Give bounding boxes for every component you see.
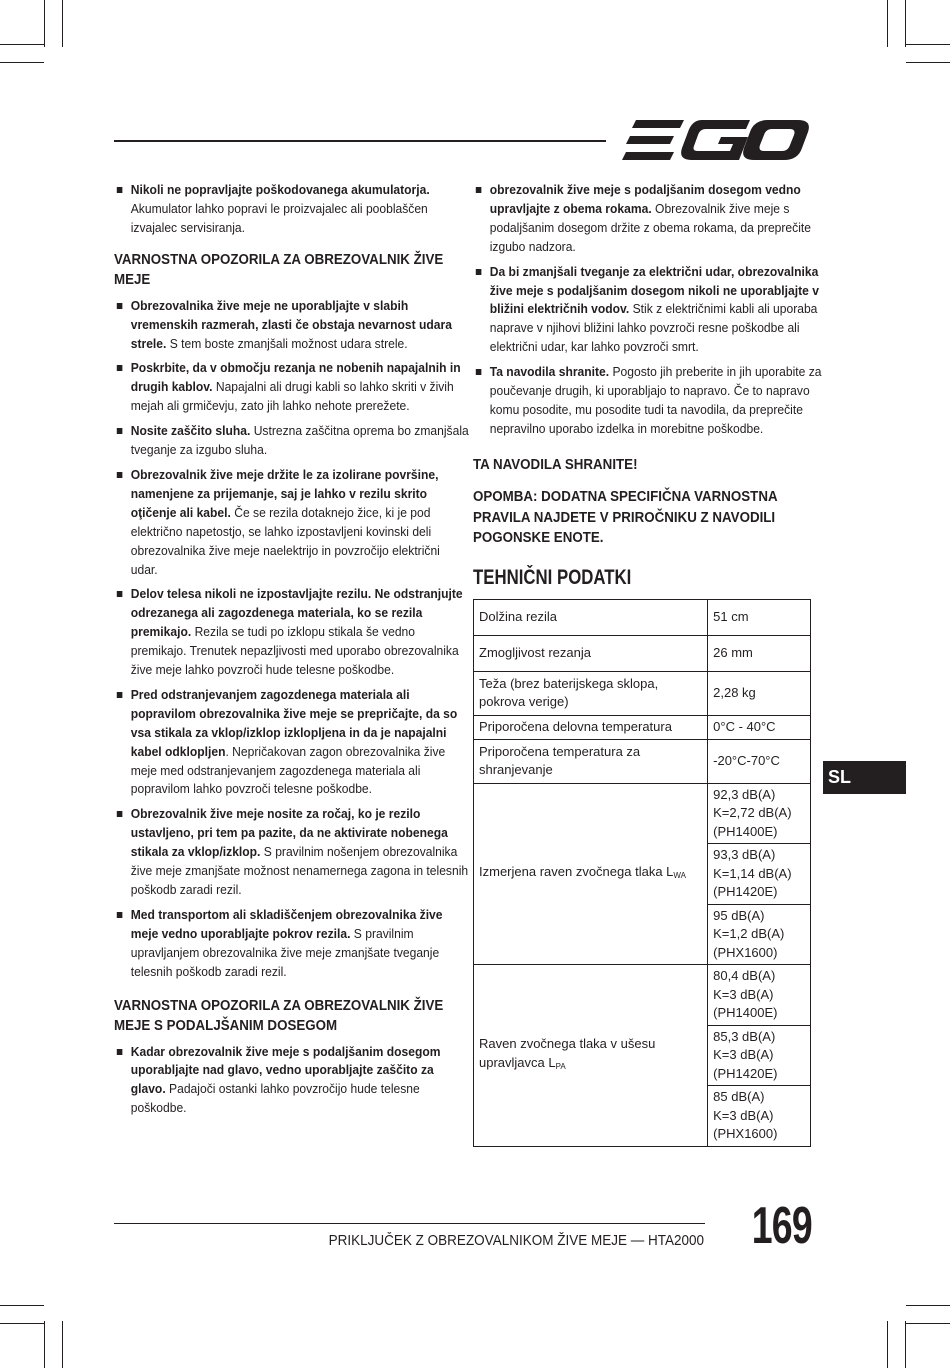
crop-mark: [0, 44, 44, 45]
bullet-item: Da bi zmanjšali tveganje za električni udar, obrezovalnika žive meje s podaljšanim dosegom nikoli ne uporabljajte v bližini električnih vodov. Stik z električnimi kabli ali uporaba naprave v njihovi bližini lahko povzroči resne poškodbe ali električni udar, kar lahko povzroči smrt.: [473, 263, 828, 358]
crop-mark: [44, 0, 45, 47]
bullet-item: Nikoli ne popravljajte poškodovanega akumulatorja. Akumulator lahko popravi le proizvajalec ali pooblaščen izvajalec servisiranja.: [114, 181, 469, 238]
bullet-item: obrezovalnik žive meje s podaljšanim dosegom vedno upravljajte z obema rokama. Obrezovalnik žive meje s podaljšanim dosegom držite z obema rokama, da preprečite izgubo nadzora.: [473, 181, 828, 257]
bullet-item: Kadar obrezovalnik žive meje s podaljšanim dosegom uporabljajte nad glavo, vedno uporabljajte zaščito za glavo. Padajoči ostanki lahko povzročijo hude telesne poškodbe.: [114, 1043, 469, 1119]
tech-specs-table: [473, 599, 811, 1147]
spec-value: 85 dB(A) K=3 dB(A) (PHX1600): [708, 1086, 811, 1147]
spec-label: Zmogljivost rezanja: [474, 635, 708, 671]
bullet-item: Pred odstranjevanjem zagozdenega materiala ali popravilom obrezovalnika žive meje se prepričajte, da so vsa stikala za vklop/izklop izklopljena in da je napajalni kabel odklopljen. Nepričakovan zagon obrezovalnika žive meje med odstranjevanjem zagozdenega materiala ali popravilom lahko povzroči telesne poškodbe.: [114, 686, 469, 799]
bullet-item: Poskrbite, da v območju rezanja ne nobenih napajalnih in drugih kablov. Napajalni ali drugi kabli so lahko skriti v živih mejah ali grmičevju, zato jih lahko nehote prerežete.: [114, 359, 469, 416]
crop-mark: [905, 0, 906, 47]
crop-mark: [906, 1323, 950, 1324]
bullet-square-icon: [117, 591, 123, 597]
spec-value: 93,3 dB(A) K=1,14 dB(A) (PH1420E): [708, 844, 811, 905]
bullet-square-icon: [117, 1049, 123, 1055]
table-row: [474, 965, 811, 1026]
crop-mark: [905, 1321, 906, 1368]
language-tab: SL: [823, 761, 906, 794]
ego-logo: [622, 118, 810, 162]
bullet-square-icon: [117, 912, 123, 918]
table-row: [474, 715, 811, 739]
crop-mark: [906, 62, 950, 63]
header-rule: [114, 140, 606, 142]
table-row: [474, 599, 811, 635]
bullet-square-icon: [117, 303, 123, 309]
spec-label: Priporočena delovna temperatura: [474, 715, 708, 739]
bullet-square-icon: [117, 472, 123, 478]
bullet-item: Obrezovalnik žive meje držite le za izolirane površine, namenjene za prijemanje, saj je lahko v rezilu skrito oţičenje ali kabel. Če se rezila dotaknejo žice, ki je pod električno napetostjo, se lahko izpostavljeni kovinski deli obrezovalnika žive meje naelektrijo in povzročijo električni udar.: [114, 466, 469, 579]
spec-label: Teža (brez baterijskega sklopa, pokrova verige): [474, 671, 708, 715]
spec-value: 92,3 dB(A) K=2,72 dB(A) (PH1400E): [708, 783, 811, 844]
spec-label: Dolžina rezila: [474, 599, 708, 635]
spec-value: 95 dB(A) K=1,2 dB(A) (PHX1600): [708, 904, 811, 965]
spec-value: 2,28 kg: [708, 671, 811, 715]
crop-mark: [887, 0, 888, 47]
footer-title: PRIKLJUČEK Z OBREZOVALNIKOM ŽIVE MEJE — HTA2000: [328, 1232, 704, 1249]
spec-value: -20°C-70°C: [708, 739, 811, 783]
spec-value: 26 mm: [708, 635, 811, 671]
bullet-square-icon: [117, 187, 123, 193]
spec-value: 80,4 dB(A) K=3 dB(A) (PH1400E): [708, 965, 811, 1026]
table-row: [474, 635, 811, 671]
page-number: 169: [751, 1197, 812, 1255]
crop-mark: [0, 1323, 44, 1324]
section-heading: VARNOSTNA OPOZORILA ZA OBREZOVALNIK ŽIVE MEJE: [114, 251, 444, 289]
bullet-item: Delov telesa nikoli ne izpostavljajte rezilu. Ne odstranjujte odrezanega ali zagozdenega materiala, ko se rezila premikajo. Rezila se tudi po izklopu stikala še vedno premikajo. Trenutek nepazljivosti med uporabo obrezovalnika žive meje lahko povzroči hude telesne poškodbe.: [114, 585, 469, 680]
bullet-square-icon: [117, 811, 123, 817]
left-column: [114, 181, 469, 1124]
bullet-item: Med transportom ali skladiščenjem obrezovalnika žive meje vedno uporabljajte pokrov rezila. S pravilnim upravljanjem obrezovalnika žive meje zmanjšate tveganje telesnih poškodb zaradi rezil.: [114, 906, 469, 982]
right-column: [473, 181, 822, 1147]
bullet-square-icon: [117, 365, 123, 371]
bullet-square-icon: [476, 369, 482, 375]
spec-value: 51 cm: [708, 599, 811, 635]
bullet-square-icon: [476, 269, 482, 275]
section-heading: VARNOSTNA OPOZORILA ZA OBREZOVALNIK ŽIVE MEJE S PODALJŠANIM DOSEGOM: [114, 997, 444, 1035]
spec-value: 85,3 dB(A) K=3 dB(A) (PH1420E): [708, 1025, 811, 1086]
bullet-square-icon: [476, 187, 482, 193]
crop-mark: [906, 1305, 950, 1306]
crop-mark: [906, 44, 950, 45]
spec-label: Priporočena temperatura za shranjevanje: [474, 739, 708, 783]
footer-rule: [114, 1223, 705, 1224]
spec-label: Izmerjena raven zvočnega tlaka $L_{WA}$: [474, 783, 708, 965]
crop-mark: [62, 1321, 63, 1368]
spec-value: 0°C - 40°C: [708, 715, 811, 739]
table-row: [474, 783, 811, 844]
table-row: [474, 671, 811, 715]
bullet-item: Nosite zaščito sluha. Ustrezna zaščitna oprema bo zmanjšala tveganje za izgubo sluha.: [114, 422, 469, 460]
spec-label: Raven zvočnega tlaka v ušesu upravljavca $L_{PA}$: [474, 965, 708, 1147]
bullet-square-icon: [117, 428, 123, 434]
crop-mark: [62, 0, 63, 47]
bullet-item: Obrezovalnika žive meje ne uporabljajte v slabih vremenskih razmerah, zlasti če obstaja nevarnost udara strele. S tem boste zmanjšali možnost udara strele.: [114, 297, 469, 354]
crop-mark: [44, 1321, 45, 1368]
bullet-item: Obrezovalnik žive meje nosite za ročaj, ko je rezilo ustavljeno, pri tem pa pazite, da ne aktivirate nobenega stikala za vklop/izklop. S pravilnim nošenjem obrezovalnika žive meje zmanjšate možnost nenamernega zagona in telesnih poškodb zaradi rezil.: [114, 805, 469, 900]
crop-mark: [887, 1321, 888, 1368]
crop-mark: [0, 1305, 44, 1306]
table-row: [474, 739, 811, 783]
tech-specs-title: TEHNIČNI PODATKI: [473, 565, 632, 589]
bullet-square-icon: [117, 692, 123, 698]
crop-mark: [0, 62, 44, 63]
save-instructions-note: TA NAVODILA SHRANITE!: [473, 456, 638, 473]
bullet-item: Ta navodila shranite. Pogosto jih preberite in jih uporabite za poučevanje drugih, ki uporabljajo to napravo. Če to napravo komu posodite, mu posodite tudi ta navodila, da preprečite nepravilno uporabo izdelka in morebitne poškodbe.: [473, 363, 828, 439]
remark-note: OPOMBA: DODATNA SPECIFIČNA VARNOSTNA PRAVILA NAJDETE V PRIROČNIKU Z NAVODILI POGONSKE ENOTE.: [473, 489, 778, 547]
